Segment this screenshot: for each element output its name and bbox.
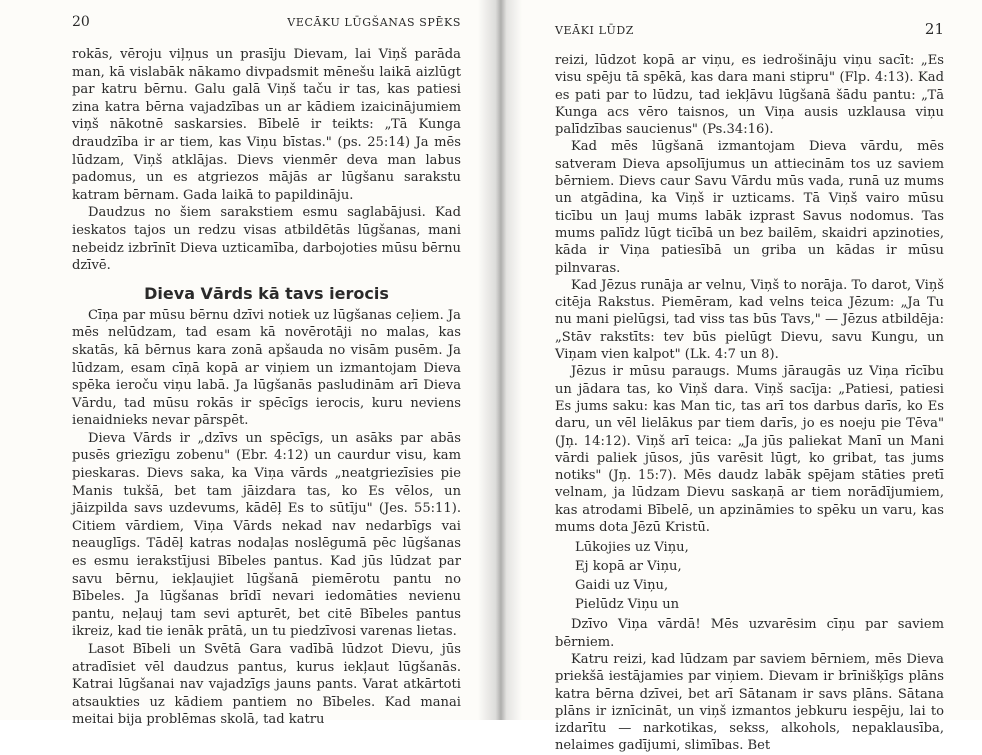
poem-line: Pielūdz Viņu un [575,597,680,613]
poem-line: Lūkojies uz Viņu, [575,540,689,556]
paragraph: Cīņa par mūsu bērnu dzīvi notiek uz lūgšanas ceļiem. Ja mēs nelūdzam, tad esam kā novērotāji no malas, kas skatās, kā bērnus kara zonā apšauda no visām pusēm. Ja lūdzam, esam cīņā kopā ar viņiem un izmantojam Dieva spēka ieroču viņu labā. Ja lūgšanās pasludinām arī Dieva Vārdu, tad mūsu rokās ir spēcīgs ierocis, kuru neviens ienaidnieks nevar pārspēt. [72,307,461,429]
paragraph: Jēzus ir mūsu paraugs. Mums jāraugās uz Viņa rīcību un jādara tas, ko Viņš dara. Viņš sacīja: „Patiesi, patiesi Es jums saku: kas Man tic, tas arī tos darbus darīs, ko Es daru, un vēl lielākus par tiem darīs, jo es noeju pie Tēva" (Jņ. 14:12). Viņš arī teica: „Ja jūs paliekat Manī un Mani vārdi paliek jūsos, jūs varēsit lūgt, ko gribat, tas jums notiks" (Jņ. 15:7). Mēs daudz labāk spējam stāties pretī velnam, ja lūdzam Dievu saskaņā ar tiem norādījumiem, kas atrodami Bībelē, un apzināmies to spēku un varu, kas mums dota Jēzū Kristū. [555,364,944,536]
paragraph: Kad mēs lūgšanā izmantojam Dieva vārdu, mēs satveram Dieva apsolījumus un attiecinām tos uz saviem bērniem. Dievs caur Savu Vārdu mūs vada, runā uz mums un atgādina, ka Viņš ir uzticams. Tā Viņš vairo mūsu ticību un ļauj mums labāk izprast Savus nodomus. Tas mums palīdz lūgt ticībā un bez bailēm, skaidri apzinoties, kāda ir Viņa patiesībā un griba un kādas ir mūsu pilnvaras. [555,139,944,276]
paragraph: Kad Jēzus runāja ar velnu, Viņš to norāja. To darot, Viņš citēja Rakstus. Piemēram, kad velns teica Jēzum: „Ja Tu nu mani pielūgsi, tad viss tas būs Tavs," — Jēzus atbildēja: „Stāv rakstīts: tev būs pielūgt Dievu, savu Kungu, un Viņam vien kalpot" (Lk. 4:7 un 8). [555,277,944,363]
left-page [0,0,491,728]
poem-line: Ej kopā ar Viņu, [575,559,682,575]
left-running-head [72,14,461,44]
paragraph: reizi, lūdzot kopā ar viņu, es iedrošināju viņu sacīt: „Es visu spēju tā spēkā, kas dara mani stipru" (Flp. 4:13). Kad es pati par to lūdzu, tad iekļāvu lūgšanā šādu pantu: „Tā Kunga acs vēro taisnos, un Viņa ausis uzklausa viņu palīdzības saucienus" (Ps.34:16). [555,53,944,138]
paragraph: Lasot Bībeli un Svētā Gara vadībā lūdzot Dievu, jūs atradīsiet vēl daudzus pantus, kurus iekļaut lūgšanās. Katrai lūgšanai nav vajadzīgs jauns pants. Varat atkārtoti atsaukties uz kādiem pantiem no Bībeles. Kad manai meitai bija problēmas skolā, tad katru [72,642,461,728]
poem-block [575,538,944,614]
page-number-left: 20 [72,14,90,30]
paragraph: rokās, vēroju viļņus un prasīju Dievam, lai Viņš parāda man, kā vislabāk nākamo divpadsmit mēnešu laikā aizlūgt par katru bērnu. Galu galā Viņš taču ir tas, kas patiesi zina katra bērna vajadzības un ar kādiem izaicinājumiem viņš nākotnē saskarsies. Bībelē ir teikts: „Tā Kunga draudzība ir ar tiem, kas Viņu bīstas." (ps. 25:14) Ja mēs lūdzam, Viņš atklājas. Dievs vienmēr deva man labus padomus, un es atgriezos mājās ar lūgšanu sarakstu katram bērnam. Gada laikā to papildināju. [72,47,461,203]
paragraph: Dzīvo Viņa vārdā! Mēs uzvarēsim cīņu par saviem bērniem. [555,617,944,650]
paragraph: Katru reizi, kad lūdzam par saviem bērniem, mēs Dieva priekšā iestājamies par viņiem. Dievam ir brīnišķīgs plāns katra bērna dzīvei, bet arī Sātanam ir savs plāns. Sātana plāns ir iznīcināt, un viņš izmantos jebkuru iespēju, lai to izdarītu — narkotikas, sekss, alkohols, nepaklausība, nelaimes gadījumi, slimības. Bet [555,651,944,754]
right-page [491,0,982,754]
left-body-text [72,46,461,729]
paragraph: Daudzus no šiem sarakstiem esmu saglabājusi. Kad ieskatos tajos un redzu visas atbildētās lūgšanas, mani nebeidz izbrīnīt Dieva uzticamība, darbojoties mūsu bērnu dzīvē. [72,205,461,274]
running-head-title-left: VECĀKU LŪGŠANAS SPĒKS [287,16,461,29]
running-head-title-right: VEĀKI LŪDZ [555,24,635,37]
right-body-text [555,52,944,755]
paragraph: Dieva Vārds ir „dzīvs un spēcīgs, un asāks par abās pusēs griezīgu zobenu" (Ebr. 4:12) un caurdur visu, kam pieskaras. Dievs saka, ka Viņa vārds „neatgriezīsies pie Manis tukšā, bet tam jāizdara tas, ko Es vēlos, un jāizpilda savs uzdevums, kādēļ Es to sūtīju" (Jes. 55:11). Citiem vārdiem, Viņa Vārds nekad nav nedarbīgs vai neauglīgs. Tādēļ katras nodaļas noslēgumā pēc lūgšanas es esmu ierakstījusi Bībeles pantus. Kad jūs lūdzat par savu bērnu, iekļaujiet lūgšanā piemērotu pantu no Bībeles. Ja lūgšanas brīdī nevari iedomāties nevienu pantu, neļauj tam sevi apturēt, bet citē Bībeles pantus ikreiz, kad tie ienāk prātā, un tu piedzīvosi varenas lietas. [72,430,461,640]
right-running-head [555,14,944,50]
page-number-right: 21 [924,20,944,38]
poem-line: Gaidi uz Viņu, [575,578,669,594]
section-heading: Dieva Vārds kā tavs ierocis [144,283,389,303]
